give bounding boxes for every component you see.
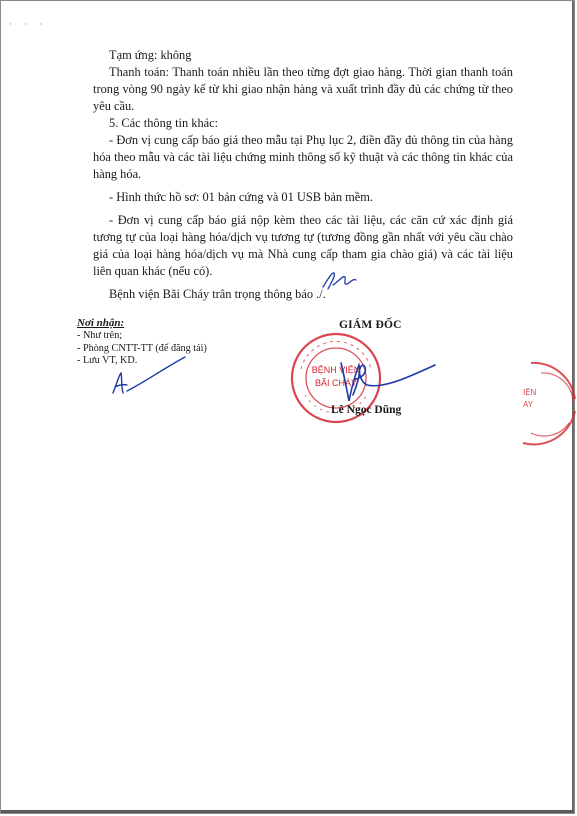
stamp-line-1: BỆNH VIỆN — [311, 365, 361, 375]
advance-payment-line: Tạm ứng: không — [109, 48, 192, 62]
other-info-bullet-1: - Đơn vị cung cấp báo giá theo mẫu tại Phụ lục 2, điền đầy đủ thông tin của hàng hóa theo mẫu và các tài liệu chứng minh thông số kỹ thuật và các thông tin khác của hàng hóa. — [93, 133, 513, 181]
svg-text:AY: AY — [523, 400, 534, 409]
recipients-title: Nơi nhận: — [77, 317, 125, 329]
recipient-item: - Như trên; — [77, 329, 123, 341]
director-title: GIÁM ĐỐC — [339, 319, 402, 331]
partial-stamp-edge — [501, 359, 577, 447]
other-info-bullet-2: - Hình thức hồ sơ: 01 bản cứng và 01 USB bản mềm. — [109, 190, 373, 204]
closing-initial-signature — [319, 269, 359, 295]
director-signature — [327, 353, 439, 409]
other-info-bullet-3: - Đơn vị cung cấp báo giá nộp kèm theo các tài liệu, các căn cứ xác định giá tương tự của loại hàng hóa/dịch vụ tương tự (tương đồng gần nhất với yêu cầu chào giá của loại hàng hóa/dịch vụ mà Nhà cung cấp tham gia chào giá) và các tài liệu liên quan khác (nếu có). — [93, 213, 513, 278]
svg-text:IỆN: IỆN — [523, 388, 537, 397]
page-bottom-shadow — [1, 810, 574, 813]
payment-terms-paragraph: Thanh toán: Thanh toán nhiều lần theo từng đợt giao hàng. Thời gian thanh toán trong vòng 90 ngày kể từ khi giao nhận hàng và xuất trình đầy đủ các chứng từ theo yêu cầu. — [93, 65, 513, 113]
director-name: Lê Ngọc Dũng — [331, 404, 402, 416]
recipient-item: - Lưu VT, KD. — [77, 355, 138, 367]
section-5-title: 5. Các thông tin khác: — [109, 116, 219, 130]
stamp-line-2: BÃI CHÁY — [314, 378, 358, 388]
recipients-initial-signature — [109, 353, 189, 401]
document-body — [93, 47, 513, 303]
scan-specks: · · · — [9, 19, 48, 29]
recipient-item: - Phòng CNTT-TT (để đăng tải) — [77, 342, 207, 354]
closing-line: Bệnh viện Bãi Cháy trân trọng thông báo ./. — [109, 287, 326, 301]
